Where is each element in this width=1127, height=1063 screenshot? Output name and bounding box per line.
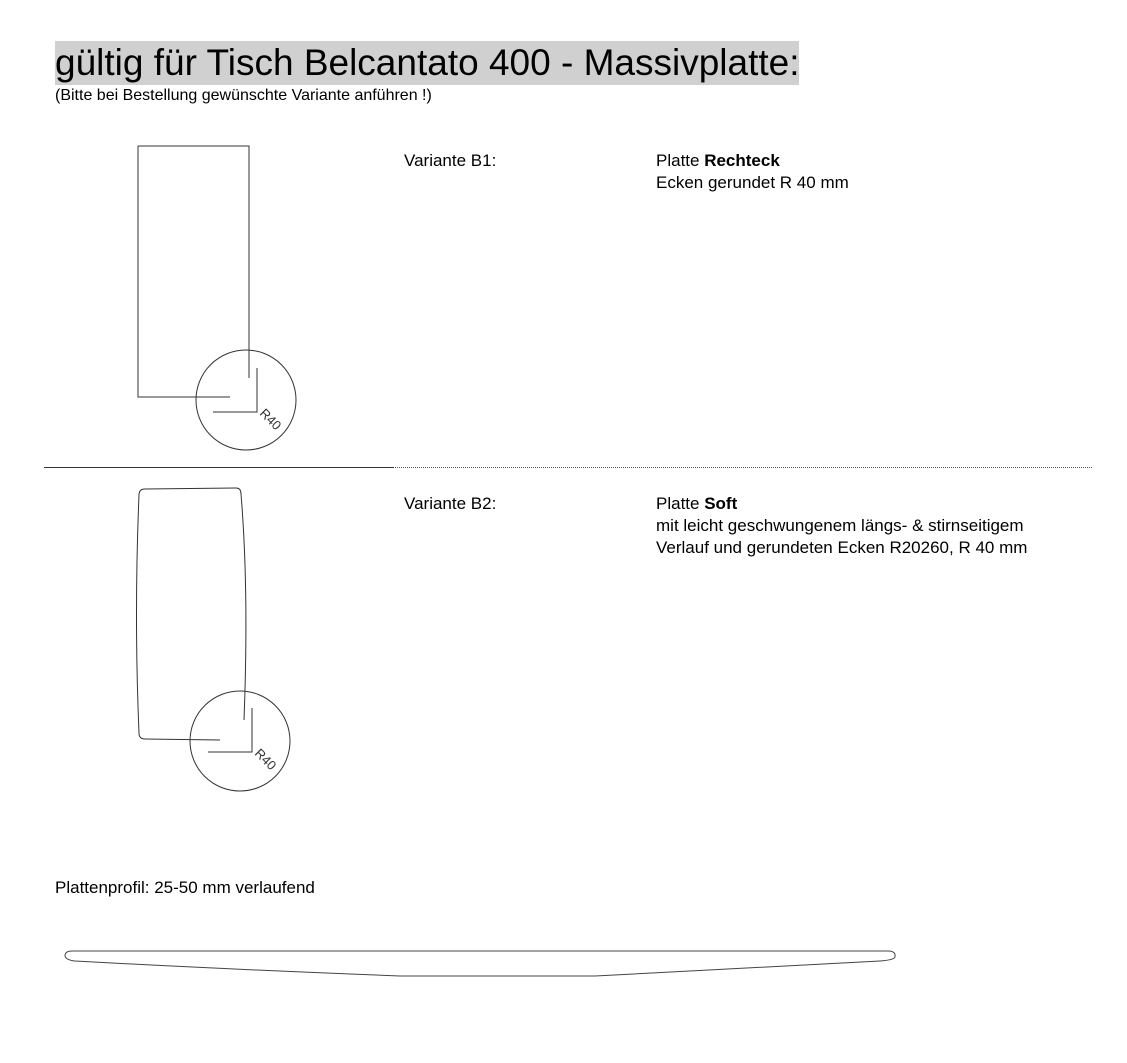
variant-b2-radius-label: R40 bbox=[251, 745, 280, 773]
page-title: gültig für Tisch Belcantato 400 - Massivplatte: bbox=[55, 42, 800, 83]
variant-b2-table-outline bbox=[137, 488, 246, 740]
profile-label: Plattenprofil: 25-50 mm verlaufend bbox=[55, 878, 315, 897]
variant-b1-label: Variante B1: bbox=[404, 151, 497, 170]
profile-outline bbox=[65, 951, 895, 976]
variant-b2-detail-circle bbox=[190, 691, 290, 791]
variant-b1-radius-label: R40 bbox=[256, 405, 285, 433]
variant-b2-label: Variante B2: bbox=[404, 494, 497, 513]
page-subtitle: (Bitte bei Bestellung gewünschte Variante anführen !) bbox=[55, 87, 432, 104]
variant-b1-desc-line: Ecken gerundet R 40 mm bbox=[656, 173, 849, 192]
variant-b1-desc-bold: Rechteck bbox=[704, 151, 780, 170]
variant-b2-desc-bold: Soft bbox=[704, 494, 738, 513]
variant-b2-desc-prefix: Platte bbox=[656, 494, 705, 513]
variant-b2-corner-detail bbox=[208, 708, 252, 752]
variant-b2-description bbox=[656, 493, 1027, 559]
variant-b2-desc-line-2: Verlauf und gerundeten Ecken R20260, R 40 mm bbox=[656, 538, 1028, 557]
variant-b2-desc-line-1: mit leicht geschwungenem längs- & stirnseitigem bbox=[656, 516, 1024, 535]
variant-b1-description bbox=[656, 150, 849, 194]
variant-b2-drawing bbox=[0, 0, 320, 820]
variant-b1-desc-prefix: Platte bbox=[656, 151, 705, 170]
